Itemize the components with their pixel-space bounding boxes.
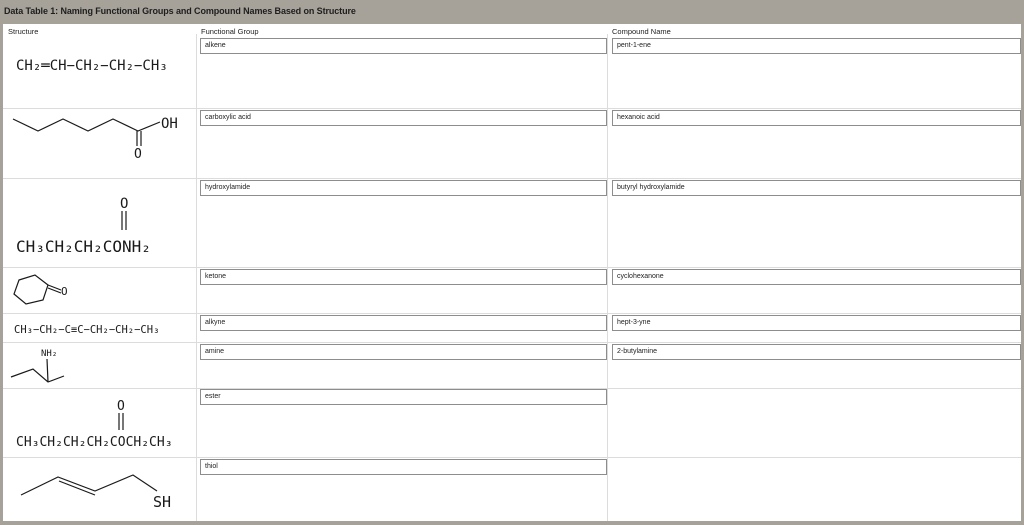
functional-group-input[interactable]: alkyne bbox=[200, 315, 607, 331]
title-bar bbox=[0, 0, 1024, 24]
amine-bond bbox=[47, 359, 48, 382]
page-title: Data Table 1: Naming Functional Groups and Compound Names Based on Structure bbox=[4, 6, 356, 16]
structure-thiol bbox=[3, 457, 196, 521]
structure-butyramide bbox=[3, 178, 196, 267]
header-functional-group: Functional Group bbox=[201, 27, 259, 36]
compound-name-input[interactable]: butyryl hydroxylamide bbox=[612, 180, 1021, 196]
functional-group-input[interactable]: ketone bbox=[200, 269, 607, 285]
functional-group-input[interactable]: carboxylic acid bbox=[200, 110, 607, 126]
functional-group-input[interactable]: thiol bbox=[200, 459, 607, 475]
structure-2-butylamine bbox=[3, 342, 196, 388]
data-table bbox=[3, 24, 1021, 521]
double-bond bbox=[59, 481, 95, 495]
oxygen-label: O bbox=[134, 147, 142, 162]
structure-cyclohexanone bbox=[3, 267, 196, 313]
functional-group-input[interactable]: hydroxylamide bbox=[200, 180, 607, 196]
header-structure: Structure bbox=[8, 27, 39, 36]
oxygen-label: O bbox=[61, 285, 68, 298]
compound-name-input[interactable]: 2-butylamine bbox=[612, 344, 1021, 360]
oxygen-label: O bbox=[117, 399, 125, 414]
hydroxyl-label: OH bbox=[161, 116, 178, 132]
header-compound-name: Compound Name bbox=[612, 27, 671, 36]
condensed-formula: CH₃−CH₂−C≡C−CH₂−CH₂−CH₃ bbox=[14, 324, 160, 336]
oxygen-label: O bbox=[120, 196, 129, 212]
compound-name-input[interactable]: cyclohexanone bbox=[612, 269, 1021, 285]
condensed-formula: CH₃CH₂CH₂CH₂COCH₂CH₃ bbox=[16, 435, 173, 450]
structure-pent-1-ene bbox=[3, 34, 196, 108]
thiol-label: SH bbox=[153, 493, 172, 511]
structure-ester bbox=[3, 388, 196, 457]
carbon-chain bbox=[11, 369, 64, 382]
compound-name-input[interactable]: hept-3-yne bbox=[612, 315, 1021, 331]
condensed-formula: CH₃CH₂CH₂CONH₂ bbox=[16, 237, 151, 256]
cyclohexane-ring bbox=[14, 275, 48, 304]
functional-group-input[interactable]: alkene bbox=[200, 38, 607, 54]
carbon-chain bbox=[13, 119, 160, 131]
condensed-formula: CH₂═CH−CH₂−CH₂−CH₃ bbox=[16, 58, 168, 74]
structure-hexanoic-acid bbox=[3, 108, 196, 178]
compound-name-input[interactable]: hexanoic acid bbox=[612, 110, 1021, 126]
functional-group-input[interactable]: amine bbox=[200, 344, 607, 360]
carbon-chain bbox=[21, 475, 157, 495]
amine-label: NH₂ bbox=[41, 349, 58, 359]
compound-name-input[interactable]: pent-1-ene bbox=[612, 38, 1021, 54]
functional-group-input[interactable]: ester bbox=[200, 389, 607, 405]
structure-hept-3-yne bbox=[3, 313, 196, 342]
